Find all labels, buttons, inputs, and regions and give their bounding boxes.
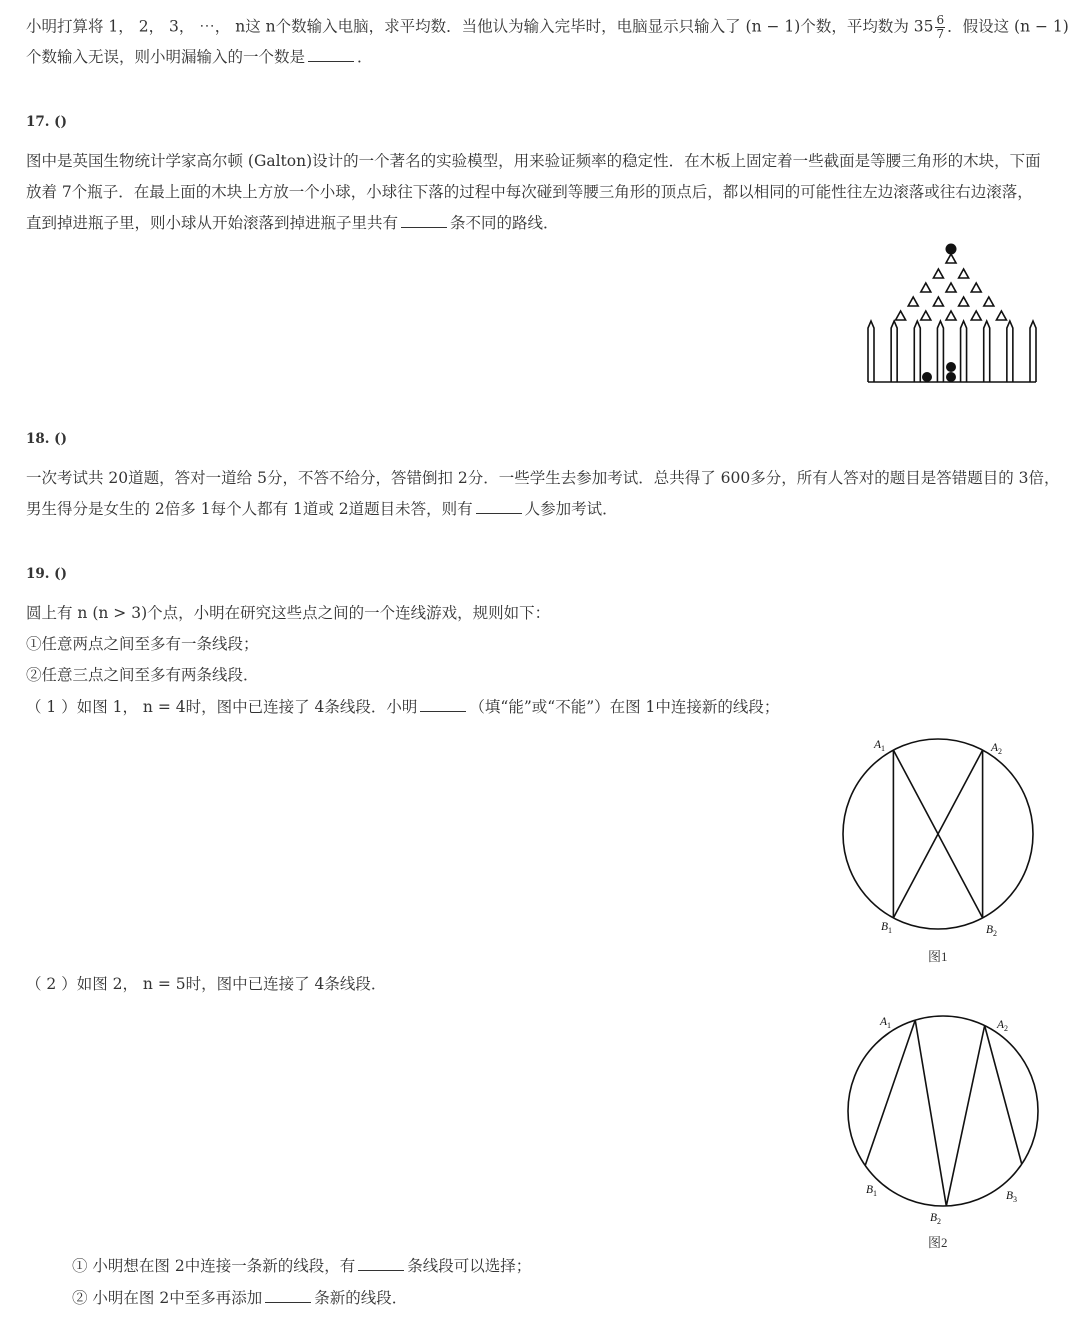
figure-1-circle-diagram	[830, 730, 1050, 945]
q19-part1	[26, 697, 779, 717]
peg-triangle	[946, 254, 956, 263]
bottle-wall	[891, 321, 897, 382]
q19-sub1	[72, 1256, 531, 1276]
q19-part1-text-b: （填“能”或“不能”）在图 1中连接新的线段；	[469, 698, 780, 716]
q19-part1-text-a: （ 1 ）如图 1， n = 4时，图中已连接了 4条线段．小明	[26, 698, 418, 716]
q19-rule2: ②任意三点之间至多有两条线段．	[26, 666, 259, 684]
peg-triangle	[933, 297, 943, 306]
q18-line1: 一次考试共 20道题，答对一道给 5分，不答不给分，答错倒扣 2分．一些学生去参加考试．总共得了 600多分，所有人答对的题目是答错题目的 3倍，	[26, 469, 1060, 487]
point-label: $B_1$	[866, 1184, 878, 1198]
point-label: $A_2$	[991, 742, 1003, 756]
point-label: $A_1$	[874, 739, 886, 753]
q17-line3	[26, 213, 559, 233]
circle-outline	[848, 1016, 1038, 1206]
bottle-wall	[984, 321, 990, 382]
q16-text-d: ．	[357, 48, 373, 66]
answer-blank[interactable]	[358, 1256, 404, 1271]
q16-text-b: ．假设这 (n − 1)	[947, 17, 1069, 36]
bottle-wall	[914, 321, 920, 382]
peg-triangle	[996, 311, 1006, 320]
answer-blank[interactable]	[476, 499, 522, 514]
point-label: $B_1$	[881, 921, 893, 935]
q19-sub1-text-b: 条线段可以选择；	[407, 1257, 532, 1275]
q17-line1: 图中是英国生物统计学家高尔顿 (Galton)设计的一个著名的实验模型，用来验证频率的稳定性．在木板上固定着一些截面是等腰三角形的木块，下面	[26, 152, 1041, 170]
q16-frac-denominator: 7	[936, 27, 945, 41]
point-label: $B_2$	[986, 924, 998, 938]
q17-text-b: 条不同的路线．	[450, 214, 559, 232]
ball-in-bottle	[946, 362, 956, 372]
galton-board-figure	[860, 238, 1045, 388]
answer-blank[interactable]	[265, 1288, 311, 1303]
line-segment	[865, 1020, 915, 1165]
line-segment	[985, 1026, 1022, 1165]
bottle-wall	[937, 321, 943, 382]
point-label: $A_1$	[880, 1016, 892, 1030]
peg-triangle	[959, 269, 969, 278]
figure-2-caption: 图2	[928, 1235, 948, 1250]
q17-text-a: 直到掉进瓶子里，则小球从开始滚落到掉进瓶子里共有	[26, 214, 399, 232]
q16-text-c: 个数输入无误，则小明漏输入的一个数是	[26, 48, 306, 66]
question-number-19: 19. ()	[26, 566, 67, 582]
point-label: $A_2$	[997, 1019, 1009, 1033]
q16-text-a: 小明打算将 1， 2， 3， ⋯， n这 n个数输入电脑，求平均数．当他认为输入完毕时，电脑显示只输入了 (n − 1)个数，平均数为 35	[26, 17, 934, 36]
point-label-subscript: 1	[887, 1021, 892, 1030]
q19-sub2-text-b: 条新的线段．	[314, 1289, 408, 1307]
ball-in-bottle	[922, 372, 932, 382]
q19-sub1-text-a: ① 小明想在图 2中连接一条新的线段，有	[72, 1257, 356, 1275]
peg-triangle	[908, 297, 918, 306]
point-label-subscript: 1	[881, 744, 886, 753]
point-label-subscript: 1	[888, 926, 893, 935]
peg-triangle	[971, 311, 981, 320]
peg-triangle	[921, 283, 931, 292]
q19-rule1: ①任意两点之间至多有一条线段；	[26, 635, 259, 653]
question-number-18: 18. ()	[26, 431, 67, 447]
point-label-subscript: 2	[937, 1217, 942, 1226]
figure-1-caption: 图1	[928, 949, 948, 964]
q16-line2	[26, 47, 373, 67]
peg-triangle	[921, 311, 931, 320]
point-label-subscript: 2	[993, 929, 998, 938]
point-label: $B_3$	[1006, 1190, 1018, 1204]
question-number-17: 17. ()	[26, 114, 67, 130]
answer-blank[interactable]	[420, 697, 466, 712]
point-label-subscript: 3	[1013, 1195, 1018, 1204]
line-segment	[915, 1020, 946, 1206]
peg-triangle	[984, 297, 994, 306]
answer-blank[interactable]	[308, 47, 354, 62]
point-label-subscript: 2	[998, 747, 1003, 756]
q19-sub2-text-a: ② 小明在图 2中至多再添加	[72, 1289, 263, 1307]
q19-sub2	[72, 1288, 407, 1308]
q18-line2	[26, 499, 618, 519]
q19-intro: 圆上有 n (n > 3)个点，小明在研究这些点之间的一个连线游戏，规则如下：	[26, 604, 551, 622]
peg-triangle	[946, 283, 956, 292]
bottle-wall	[961, 321, 967, 382]
bottle-wall	[868, 321, 874, 382]
answer-blank[interactable]	[401, 213, 447, 228]
peg-triangle	[896, 311, 906, 320]
point-label-subscript: 2	[1004, 1024, 1009, 1033]
peg-triangle	[946, 311, 956, 320]
q16-line1	[26, 14, 1069, 41]
q19-part2: （ 2 ）如图 2， n = 5时，图中已连接了 4条线段．	[26, 975, 387, 993]
q16-frac-numerator: 6	[936, 13, 945, 27]
figure-2-circle-diagram	[840, 1008, 1060, 1228]
peg-triangle	[959, 297, 969, 306]
q17-line2: 放着 7个瓶子．在最上面的木块上方放一个小球，小球往下落的过程中每次碰到等腰三角形的顶点后，都以相同的可能性往左边滚落或往右边滚落，	[26, 183, 1033, 201]
peg-triangle	[971, 283, 981, 292]
q18-text-b: 人参加考试．	[524, 500, 618, 518]
line-segment	[946, 1026, 984, 1206]
q16-fraction	[935, 14, 945, 41]
bottle-wall	[1030, 321, 1036, 382]
ball-in-bottle	[946, 372, 956, 382]
point-label: $B_2$	[930, 1212, 942, 1226]
peg-triangle	[933, 269, 943, 278]
q18-text-a: 男生得分是女生的 2倍多 1每个人都有 1道或 2道题目未答，则有	[26, 500, 473, 518]
point-label-subscript: 1	[873, 1189, 878, 1198]
bottle-wall	[1007, 321, 1013, 382]
